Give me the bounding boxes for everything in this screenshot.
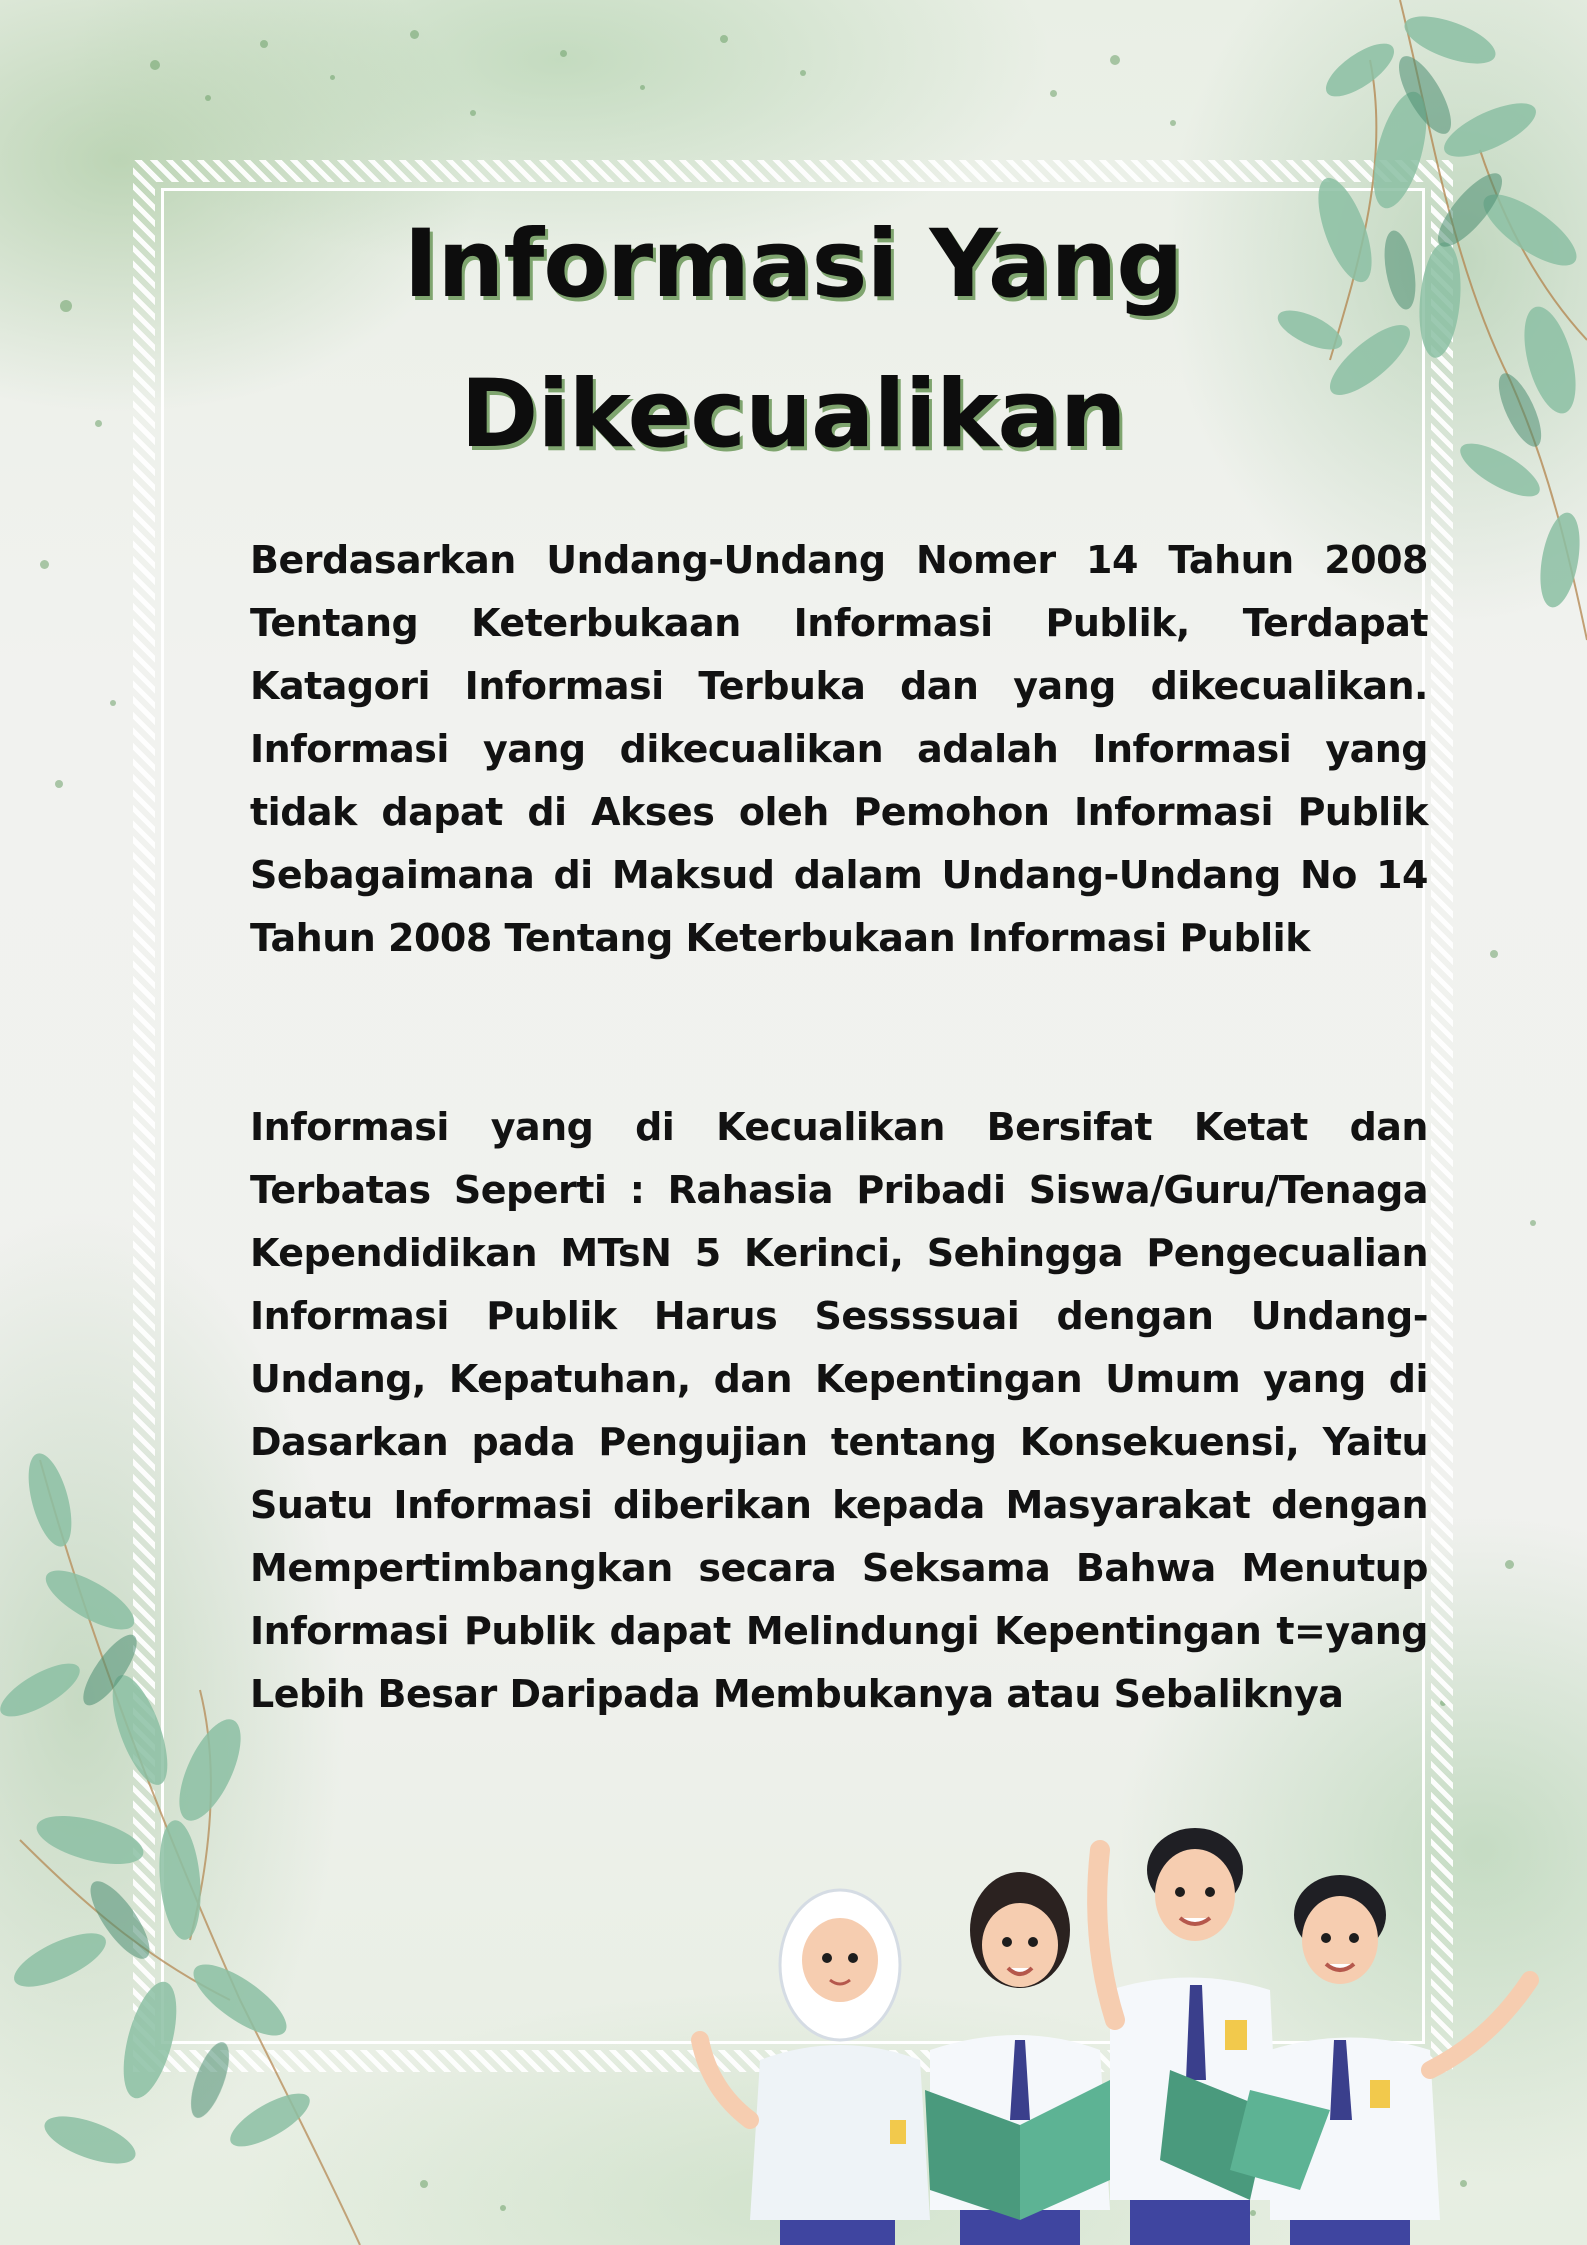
page-title: Informasi Yang Dikecualikan: [403, 210, 1183, 469]
paragraph-1: Berdasarkan Undang-Undang Nomer 14 Tahun 2008 Tentang Keterbukaan Informasi Publik, Terdapat Katagori Informasi Terbuka dan yang dikecualikan. Informasi yang dikecualikan adalah Informasi yang tidak dapat di Akses oleh Pemohon Informasi Publik Sebagaimana di Maksud dalam Undang-Undang No 14 Tahun 2008 Tentang Keterbukaan Informasi Publik: [250, 538, 1428, 960]
student-girl-book: [925, 1872, 1110, 2245]
student-boy-waving: [1230, 1875, 1530, 2245]
student-boy-pointing: [1097, 1828, 1280, 2245]
student-hijab: [700, 1890, 930, 2245]
students-holding-books-illustration: [690, 1790, 1560, 2245]
paragraph-2: Informasi yang di Kecualikan Bersifat Ketat dan Terbatas Seperti : Rahasia Pribadi Siswa/Guru/Tenaga Kependidikan MTsN 5 Kerinci, Sehingga Pengecualian Informasi Publik Harus Sessssuai dengan Undang-Undang, Kepatuhan, dan Kepentingan Umum yang di Dasarkan pada Pengujian tentang Konsekuensi, Yaitu Suatu Informasi diberikan kepada Masyarakat dengan Mempertimbangkan secara Seksama Bahwa Menutup Informasi Publik dapat Melindungi Kepentingan t=yang Lebih Besar Daripada Membukanya atau Sebaliknya: [250, 1105, 1428, 1716]
